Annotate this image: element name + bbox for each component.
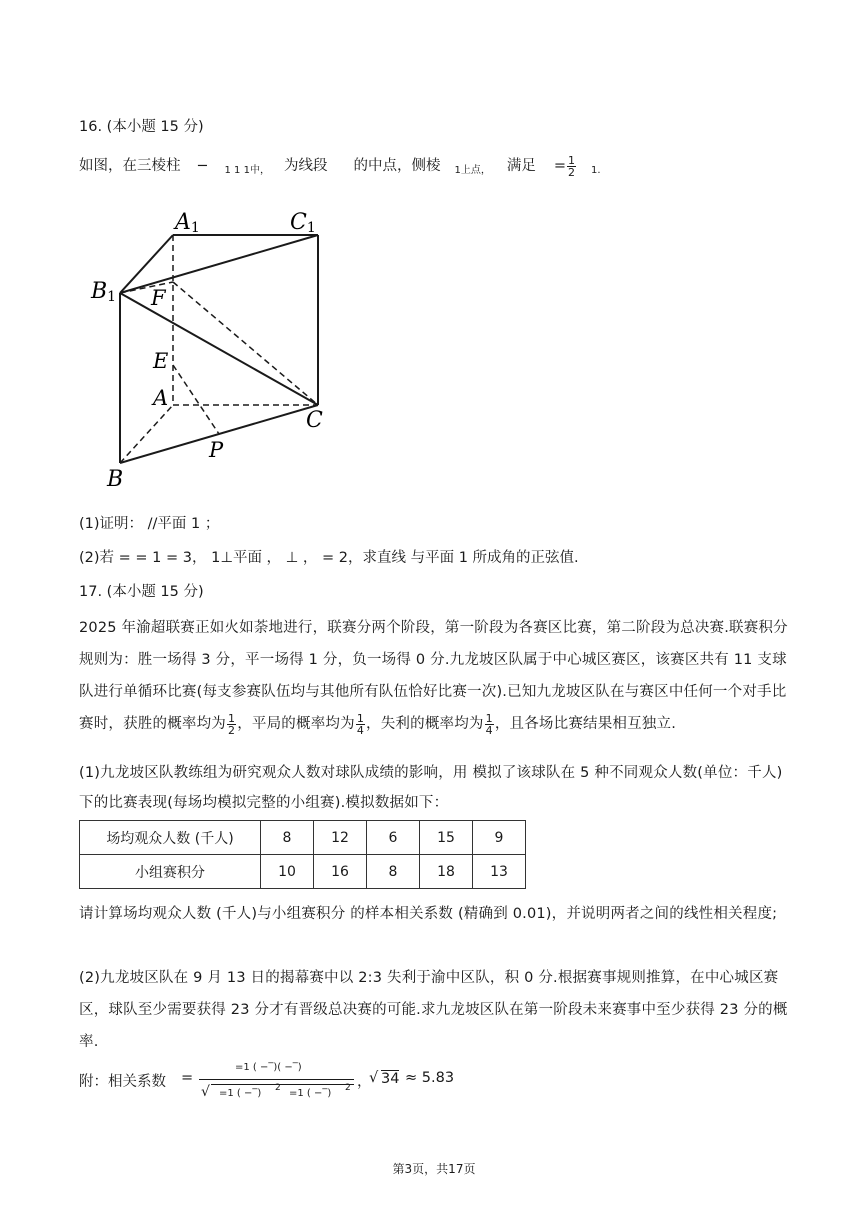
q17-part1-ask: 请计算场均观众人数 (千人)与小组赛积分 的样本相关系数 (精确到 0.01)，并说明两者之间的线性相关程度; (79, 906, 778, 922)
q16-part2: (2)若 = = 1 = 3， 1⊥平面 ， ⊥ ， = 2，求直线 与平面 1 所成角的正弦值. (79, 550, 579, 566)
label-a1: A1 (175, 210, 200, 236)
label-e: E (153, 349, 169, 373)
table-cell: 12 (314, 821, 367, 855)
table-cell: 18 (420, 855, 473, 889)
q16-intro-i: 1. (590, 165, 601, 176)
table-cell: 16 (314, 855, 367, 889)
table-cell: 15 (420, 821, 473, 855)
q16-intro-f: 1上点， (454, 165, 491, 176)
q16-intro-d: 为线段 (283, 158, 328, 174)
q17-part2: (2)九龙坡区队在 9 月 13 日的揭幕赛中以 2:3 失利于渝中区队，积 0 分.根据赛事规则推算，在中心城区赛区，球队至少需要获得 23 分才有晋级总决赛的可能.求九龙坡区队在第一阶段未来赛事中至少获得 23 分的概率. (79, 970, 788, 1050)
q16-intro-c: 1 1 1中， (224, 165, 270, 176)
edge-b1c (120, 293, 318, 405)
table-cell: 10 (261, 855, 314, 889)
frac-draw: $\frac{1}{4}$ (356, 711, 365, 737)
sqrt-bar (211, 1084, 354, 1085)
table-row (80, 855, 526, 889)
table-cell: 6 (367, 821, 420, 855)
q16-intro-a: 如图，在三棱柱 (79, 158, 181, 174)
q16-header: 16. (本小题 15 分) (79, 119, 204, 135)
appendix-eq: = (181, 1070, 194, 1086)
label-b: B (107, 467, 124, 492)
formula-den-2: =1 ( −‾) (289, 1088, 332, 1099)
table-row-header: 场均观众人数 (千人) (80, 821, 261, 855)
formula-den-1: =1 ( −‾) (219, 1088, 262, 1099)
sqrt34-value: ≈ 5.83 (405, 1070, 455, 1086)
q17-part1-intro: (1)九龙坡区队教练组为研究观众人数对球队成绩的影响，用 模拟了该球队在 5 种不同观众人数(单位：千人)下的比赛表现(每场均模拟完整的小组赛).模拟数据如下： (79, 765, 783, 811)
label-p: P (209, 438, 224, 462)
page-footer: 第3页，共17页 (392, 1162, 476, 1176)
segment-fc (173, 282, 318, 405)
frac-win: $\frac{1}{2}$ (228, 711, 236, 737)
q17-para1-b: ，平局的概率均为 (237, 716, 355, 732)
sqrt-sign: √ (201, 1084, 210, 1100)
formula-numerator: =1 ( −‾)( −‾) (235, 1062, 302, 1073)
q17-header: 17. (本小题 15 分) (79, 584, 204, 600)
appendix-label: 附：相关系数 (79, 1074, 166, 1090)
label-c: C (306, 408, 323, 433)
q16-intro-e: 的中点，侧棱 (353, 158, 441, 174)
table-cell: 8 (261, 821, 314, 855)
table-cell: 13 (473, 855, 526, 889)
table-cell: 9 (473, 821, 526, 855)
q17-para1-c: ，失利的概率均为 (366, 716, 484, 732)
edge-b1c1 (120, 235, 318, 293)
formula-comma: ， (357, 1074, 372, 1090)
q17-para1-a: 2025 年渝超联赛正如火如荼地进行，联赛分两个阶段，第一阶段为各赛区比赛，第二阶段为总决赛.联赛积分规则为：胜一场得 3 分，平一场得 1 分，负一场得 0 分.九龙坡区队属于中心城区赛区，该赛区共有 11 支球队进行单循环比赛(每支参赛队伍均与其他所有队伍恰好比赛一次).已知九龙坡区队在与赛区中任何一个对手比赛时，获胜的概率均为 (79, 620, 788, 732)
segment-ep (173, 365, 219, 434)
fraction-bar (199, 1079, 354, 1080)
q16-part1: (1)证明： //平面 1 ； (79, 516, 220, 532)
label-b1: B1 (91, 279, 117, 305)
sqrt34-arg: 34 (381, 1071, 400, 1087)
label-a: A (153, 386, 169, 410)
sqrt34-sign: √ (369, 1070, 379, 1086)
table-row-header: 小组赛积分 (80, 855, 261, 889)
q16-intro (79, 154, 601, 178)
q16-intro-g: 满足 (506, 158, 536, 174)
q17-para1-d: ，且各场比赛结果相互独立. (494, 716, 677, 732)
label-f: F (151, 286, 166, 310)
table-row (80, 821, 526, 855)
q16-intro-b: − (196, 158, 209, 174)
formula-den-1-sq: 2 (275, 1083, 281, 1093)
frac-lose: $\frac{1}{4}$ (485, 711, 493, 737)
q16-intro-h: = (553, 158, 566, 174)
data-table (79, 820, 526, 889)
prism-figure (85, 205, 345, 495)
q17-para1 (79, 612, 791, 740)
table-cell: 8 (367, 855, 420, 889)
formula-den-2-sq: 2 (345, 1083, 351, 1093)
label-c1: C1 (290, 210, 316, 236)
appendix-formula (79, 1062, 539, 1110)
q16-frac: $\frac{1}{2}$ (567, 153, 575, 179)
